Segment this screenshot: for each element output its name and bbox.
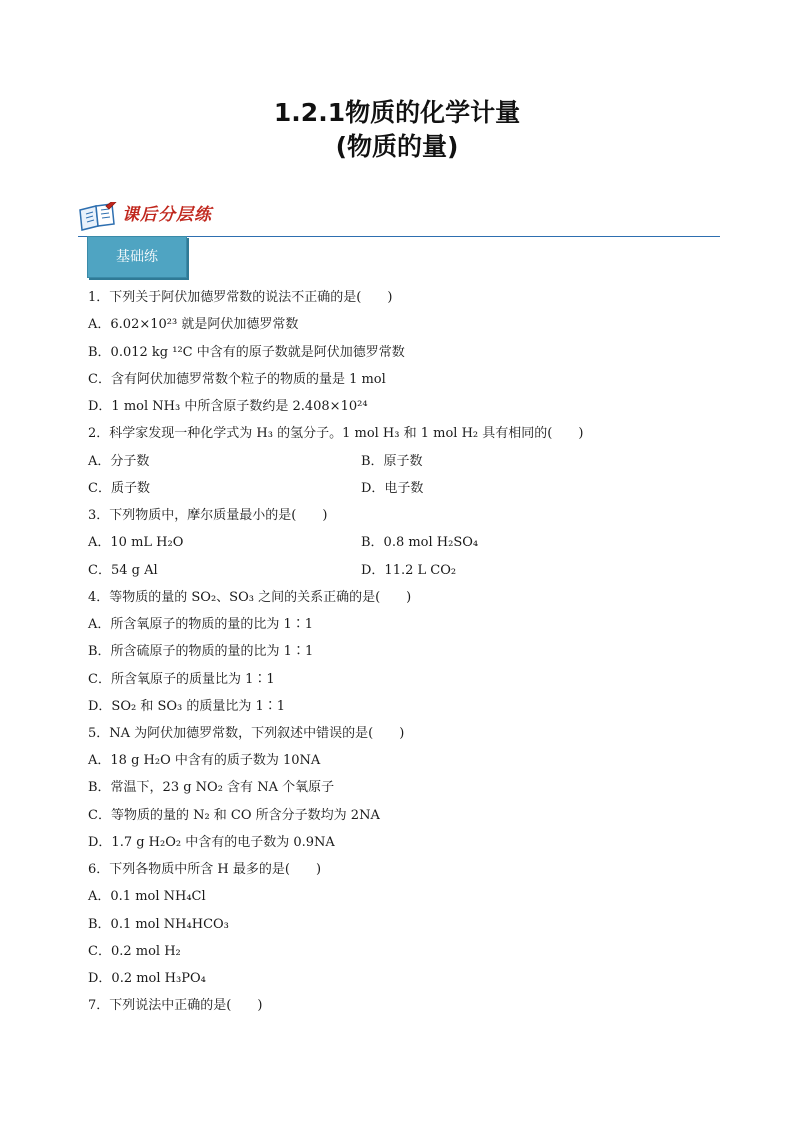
option: A．6.02×10²³ 就是阿伏加德罗常数 — [88, 317, 299, 332]
option: C．含有阿伏加德罗常数个粒子的物质的量是 1 mol — [88, 372, 386, 387]
question-stem: 2．科学家发现一种化学式为 H₃ 的氢分子。1 mol H₃ 和 1 mol H₂ 具有相同的( ) — [88, 426, 584, 441]
question-stem: 3．下列物质中，摩尔质量最小的是( ) — [88, 508, 328, 523]
question-stem: 4．等物质的量的 SO₂、SO₃ 之间的关系正确的是( ) — [88, 590, 412, 605]
option: C．等物质的量的 N₂ 和 CO 所含分子数均为 2NA — [88, 808, 380, 823]
option: B．0.012 kg ¹²C 中含有的原子数就是阿伏加德罗常数 — [88, 345, 405, 360]
question-stem: 7．下列说法中正确的是( ) — [88, 998, 263, 1013]
option: A．10 mL H₂O — [88, 535, 184, 550]
option: B．所含硫原子的物质的量的比为 1∶1 — [88, 644, 314, 659]
option: C．54 g Al — [88, 563, 158, 578]
option: D．11.2 L CO₂ — [361, 563, 457, 578]
option: C．质子数 — [88, 481, 150, 496]
option: D．SO₂ 和 SO₃ 的质量比为 1∶1 — [88, 699, 286, 714]
option: A．18 g H₂O 中含有的质子数为 10NA — [88, 753, 321, 768]
option: D．1.7 g H₂O₂ 中含有的电子数为 0.9NA — [88, 835, 335, 850]
option: C．所含氧原子的质量比为 1∶1 — [88, 672, 275, 687]
option: A．0.1 mol NH₄Cl — [88, 889, 206, 904]
title-line-2: (物质的量) — [335, 132, 459, 161]
option: D．电子数 — [361, 481, 424, 496]
option: D．1 mol NH₃ 中所含原子数约是 2.408×10²⁴ — [88, 399, 368, 414]
section-header — [78, 198, 720, 237]
title-line-1: 1.2.1物质的化学计量 — [273, 98, 521, 127]
section-title: 课后分层练 — [122, 205, 212, 225]
option: B．0.8 mol H₂SO₄ — [361, 535, 479, 550]
book-icon — [78, 202, 118, 232]
question-stem: 5．NA 为阿伏加德罗常数，下列叙述中错误的是( ) — [88, 726, 405, 741]
option: A．所含氧原子的物质的量的比为 1∶1 — [88, 617, 314, 632]
question-stem: 1．下列关于阿伏加德罗常数的说法不正确的是( ) — [88, 290, 393, 305]
option: B．原子数 — [361, 454, 423, 469]
page-title — [0, 96, 794, 164]
option: B．0.1 mol NH₄HCO₃ — [88, 917, 229, 932]
level-badge: 基础练 — [87, 236, 187, 278]
question-stem: 6．下列各物质中所含 H 最多的是( ) — [88, 862, 322, 877]
option: A．分子数 — [88, 454, 150, 469]
option: B．常温下，23 g NO₂ 含有 NA 个氧原子 — [88, 780, 335, 795]
option: D．0.2 mol H₃PO₄ — [88, 971, 206, 986]
option: C．0.2 mol H₂ — [88, 944, 181, 959]
